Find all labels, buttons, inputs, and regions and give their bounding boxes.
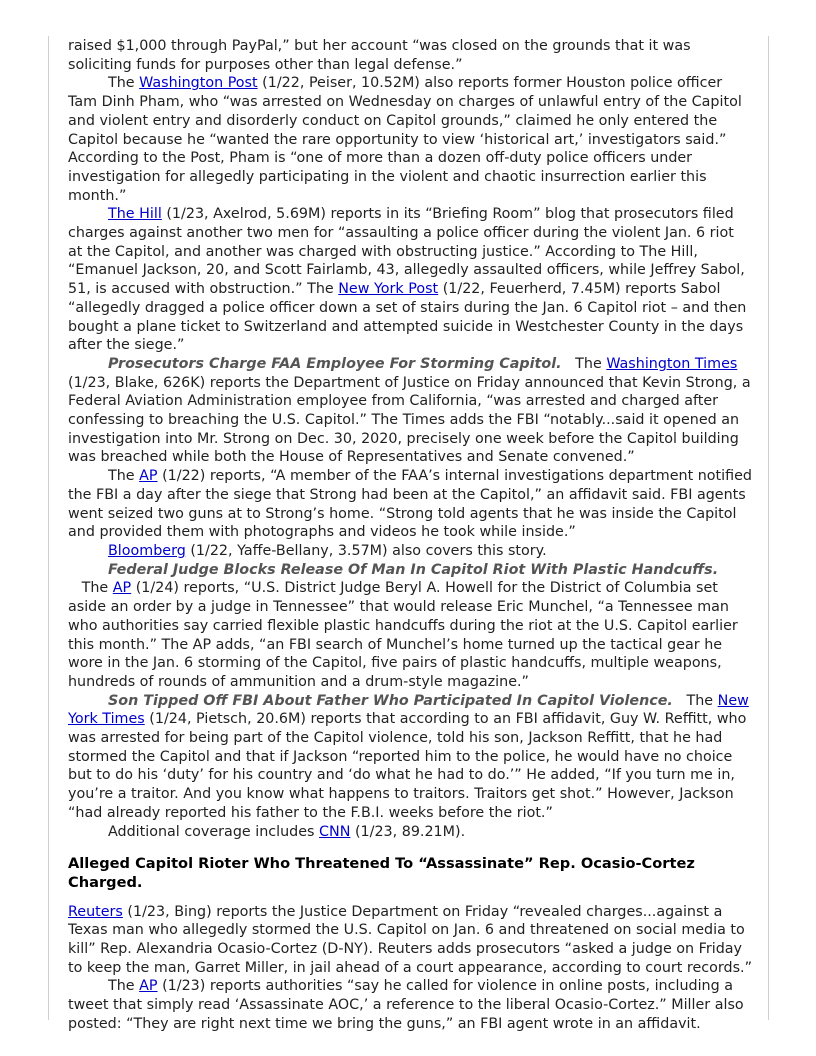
paragraph-8: Son Tipped Off FBI About Father Who Participated In Capitol Violence. The New York Times (1/24, Pietsch, 20.6M) reports that according to an FBI affidavit, Guy W. Reffitt, who was arrested for being part of the Capitol violence, told his son, Jackson Reffitt, that he had stormed the Capitol and that if Jackson “reported him to the police, he would have no choice but to do his ‘duty’ for his country and ‘do what he had to do.’” He added, “If you turn me in, you’re a traitor. And you know what happens to traitors. Traitors get shot.” However, Jackson “had already reported his father to the F.B.I. weeks before the riot.” xyxy=(68,692,749,821)
paragraph-11: The AP (1/23) reports authorities “say he called for violence in online posts, including a tweet that simply read ‘Assassinate AOC,’ a reference to the liberal Ocasio-Cortez.” Miller also posted: “They are right next time we bring the guns,” an FBI agent wrote in an affidavit. xyxy=(68,978,744,1032)
paragraph-4: Prosecutors Charge FAA Employee For Storming Capitol. The Washington Times (1/23, Blake, 626K) reports the Department of Justice on Friday announced that Kevin Strong, a Federal Aviation Administration employee from California, “was arrested and charged after confessing to breaching the U.S. Capitol.” The Times adds the FBI “notably...said it opened an investigation into Mr. Strong on Dec. 30, 2020, precisely one week before the Capitol building was breached while both the House of Representatives and Senate convened.” xyxy=(68,355,751,466)
page-border-left xyxy=(48,36,49,1020)
paragraph-3: The Hill (1/23, Axelrod, 5.69M) reports in its “Briefing Room” blog that prosecutors filed charges against another two men for “assaulting a police officer during the violent Jan. 6 riot at the Capitol, and another was charged with obstructing justice.” According to The Hill, “Emanuel Jackson, 20, and Scott Fairlamb, 43, allegedly assaulted officers, while Jeffrey Sabol, 51, is accused with obstruction.” The New York Post (1/22, Feuerherd, 7.45M) reports Sabol “allegedly dragged a police officer down a set of stairs during the Jan. 6 Capitol riot – and then bought a plane ticket to Switzerland and attempted suicide in Westchester County in the days after the siege.” xyxy=(68,206,747,354)
story-headline: Prosecutors Charge FAA Employee For Storming Capitol. xyxy=(108,355,562,372)
paragraph-5: The AP (1/22) reports, “A member of the FAA’s internal investigations department notified the FBI a day after the siege that Strong had been at the Capitol,” an affidavit said. FBI agents went seized two guns at to Strong’s home. “Strong told agents that he was inside the Capitol and provided them with photographs and videos he took while inside.” xyxy=(68,468,752,541)
washington-post-link[interactable]: Washington Post xyxy=(139,75,258,92)
paragraph-10: Reuters (1/23, Bing) reports the Justice Department on Friday “revealed charges...against a Texas man who allegedly stormed the U.S. Capitol on Jan. 6 and threatened on social media to kill” Rep. Alexandria Ocasio-Cortez (D-NY). Reuters adds prosecutors “asked a judge on Friday to keep the man, Garret Miller, in jail ahead of a court appearance, according to court records.” xyxy=(68,903,753,976)
section-heading: Alleged Capitol Rioter Who Threatened To “Assassinate” Rep. Ocasio-Cortez Charged. xyxy=(68,855,695,891)
story-headline: Federal Judge Blocks Release Of Man In Capitol Riot With Plastic Handcuffs. xyxy=(108,561,719,578)
story-headline: Son Tipped Off FBI About Father Who Participated In Capitol Violence. xyxy=(108,692,673,709)
cnn-link[interactable]: CNN xyxy=(319,823,351,840)
document-body xyxy=(68,37,752,1034)
paragraph-7: Federal Judge Blocks Release Of Man In Capitol Riot With Plastic Handcuffs. The AP (1/24) reports, “U.S. District Judge Beryl A. Howell for the District of Columbia set aside an order by a judge in Tennessee” that would release Eric Munchel, “a Tennessee man who authorities say carried flexible plastic handcuffs during the riot at the U.S. Capitol earlier this month.” The AP adds, “an FBI search of Munchel’s home turned up the tactical gear he wore in the Jan. 6 storming of the Capitol, five pairs of plastic handcuffs, multiple weapons, hundreds of rounds of ammunition and a drum-style magazine.” xyxy=(68,561,738,690)
ap-link[interactable]: AP xyxy=(112,580,132,597)
new-york-times-link[interactable]: New York Times xyxy=(68,692,749,728)
washington-times-link[interactable]: Washington Times xyxy=(606,355,738,372)
ap-link[interactable]: AP xyxy=(139,468,158,485)
paragraph-6: Bloomberg (1/22, Yaffe-Bellany, 3.57M) also covers this story. xyxy=(108,542,547,559)
page-border-right xyxy=(768,36,769,1020)
reuters-link[interactable]: Reuters xyxy=(68,903,123,920)
bloomberg-link[interactable]: Bloomberg xyxy=(108,542,186,559)
paragraph-2: The Washington Post (1/22, Peiser, 10.52M) also reports former Houston police officer Tam Dinh Pham, who “was arrested on Wednesday on charges of unlawful entry of the Capitol and violent entry and disorderly conduct on Capitol grounds,” claimed he only entered the Capitol because he “wanted the rare opportunity to view ‘historical art,’ investigators said.” According to the Post, Pham is “one of more than a dozen off-duty police officers under investigation for allegedly participating in the violent and chaotic insurrection earlier this month.” xyxy=(68,75,742,204)
new-york-post-link[interactable]: New York Post xyxy=(338,281,439,298)
the-hill-link[interactable]: The Hill xyxy=(108,206,162,223)
paragraph-1: raised $1,000 through PayPal,” but her account “was closed on the grounds that it was soliciting funds for purposes other than legal defense.” xyxy=(68,38,691,73)
ap-link[interactable]: AP xyxy=(139,978,158,995)
paragraph-9: Additional coverage includes CNN (1/23, 89.21M). xyxy=(108,823,466,840)
